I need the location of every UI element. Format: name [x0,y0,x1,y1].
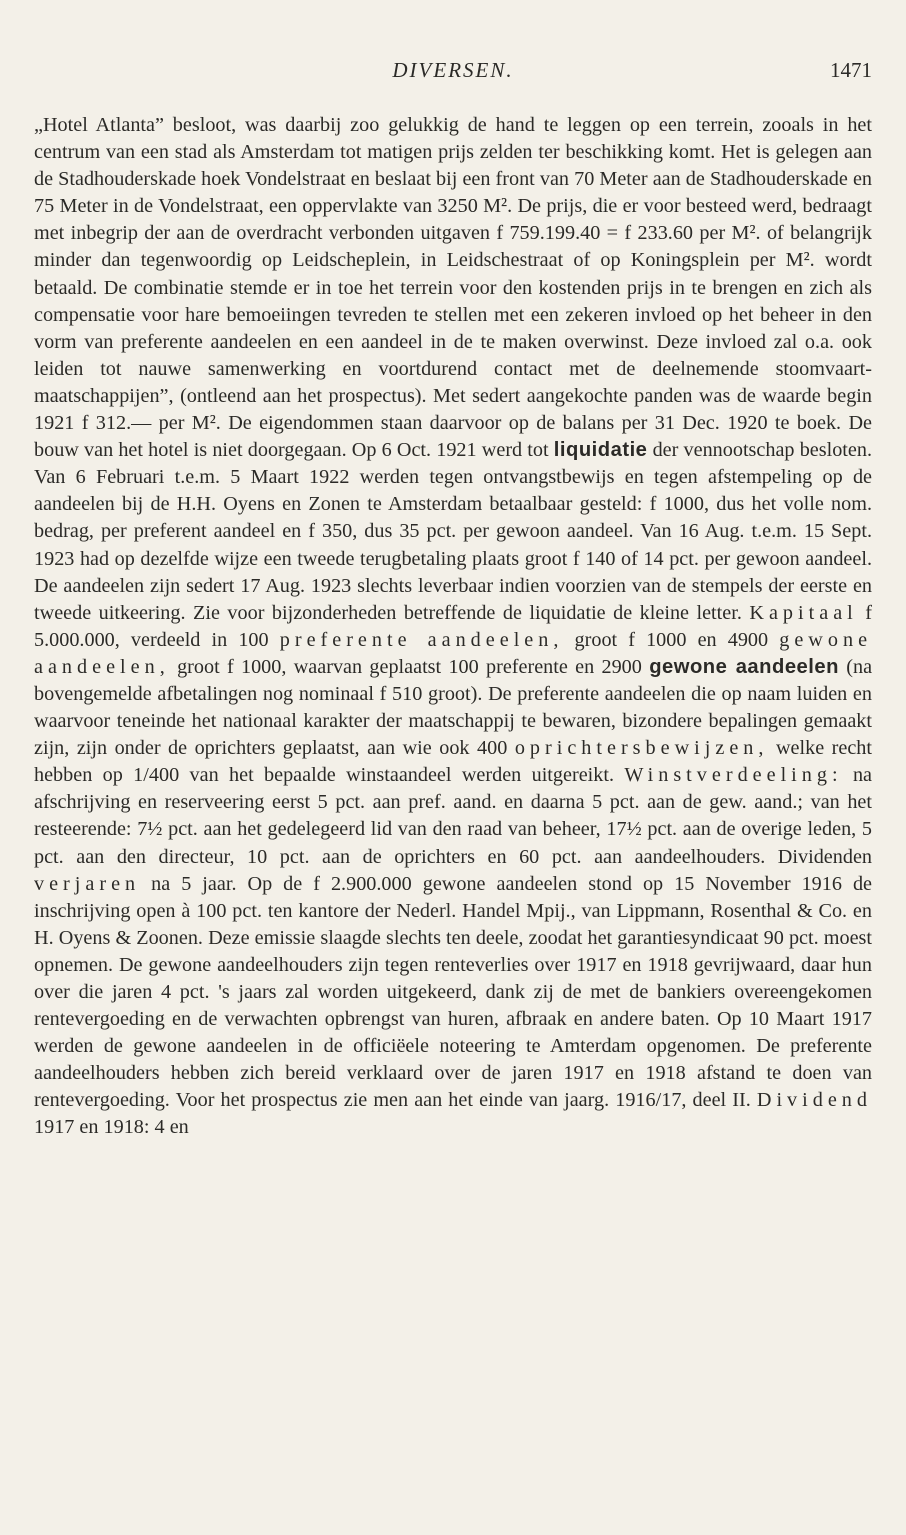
spaced-term-preferente: preferente aandeelen, [279,628,564,651]
page-header [34,52,872,86]
text-run: groot f 1000, waarvan geplaatst 100 preferente en 2900 [177,655,642,678]
page-number: 1471 [830,58,872,82]
spaced-term-verjaren: verjaren [34,872,141,895]
spaced-term-oprichtersbewijzen: oprichtersbewijzen, [514,737,769,760]
body-text [34,112,872,1142]
text-run: der vennootschap besloten. Van 6 Februari t.e.m. 5 Maart 1922 werden tegen ontvangstbewijs en tegen afstempeling op de aandeelen bij de H.H. Oyens en Zonen te Amsterdam betaalbaar gesteld: f 1000, dus het volle nom. bedrag, per preferent aandeel en f 350, dus 35 pct. per gewoon aandeel. Van 16 Aug. t.e.m. 15 Sept. 1923 had op dezelfde wijze een tweede terugbetaling plaats groot f 140 of 14 pct. per gewoon aandeel. De aandeelen zijn sedert 17 Aug. 1923 slechts leverbaar indien voorzien van de stempels der eerste en tweede uitkeering. Zie voor bijzonderheden betreffende de liquidatie de kleine letter. [34,439,873,624]
text-run: „Hotel Atlanta” besloot, was daarbij zoo gelukkig de hand te leggen op een terrein, zooals in het centrum van een stad als Amsterdam tot matigen prijs zelden ter beschikking komt. Het is gelegen aan de Stadhouderskade hoek Vondelstraat en beslaat bij een front van 70 Meter aan de Stadhouderskade en 75 Meter in de Vondelstraat, een oppervlakte van 3250 M². De prijs, die er voor besteed werd, bedraagt met inbegrip der aan de overdracht verbonden uitgaven f 759.199.40 = f 233.60 per M². of belangrijk minder dan tegenwoordig op Leidscheplein, in Leidschestraat of op Koningsplein per M². wordt betaald. De combinatie stemde er in toe het terrein voor den kostenden prijs in te brengen en zich als compensatie voor hare bemoeiingen tevreden te stellen met een zekeren invloed op het beheer in den vorm van preferente aandeelen en een aandeel in de te maken overwinst. Deze invloed zal o.a. ook leiden tot nauwe samenwerking en voortdurend contact met de deelnemende stoomvaart-maatschappijen”, (ontleend aan het prospectus). Met sedert aangekochte panden was de waarde begin 1921 f 312.— per M². De eigendommen staan daarvoor op de balans per 31 Dec. 1920 te boek. De bouw van het hotel is niet doorgegaan. Op 6 Oct. 1921 werd tot [34,114,872,462]
spaced-term-winstverdeeling: Winstverdeeling: [624,764,843,787]
keyword-gewone-aandeelen: gewone aandeelen [649,655,839,678]
text-run: groot f 1000 en 4900 [574,628,769,651]
text-run: welke recht hebben op 1/400 van het bepaalde winstaandeel werden uitgereikt. [34,737,872,787]
spaced-term-kapitaal: Kapitaal [749,601,858,624]
running-head: DIVERSEN. [392,58,514,82]
text-run: na 5 jaar. Op de f 2.900.000 gewone aandeelen stond op 15 November 1916 de inschrijving open à 100 pct. ten kantore der Nederl. Handel Mpij., van Lippmann, Rosenthal & Co. en H. Oyens & Zoonen. Deze emissie slaagde slechts ten deele, zoodat het garantiesyndicaat 90 pct. moest opnemen. De gewone aandeelhouders zijn tegen renteverlies over 1917 en 1918 gevrijwaard, daar hun over die jaren 4 pct. 's jaars zal worden uitgekeerd, dank zij de met de bankiers overeengekomen rentevergoeding en de verwachten opbrengst van huren, afbraak en andere baten. Op 10 Maart 1917 werden de gewone aandeelen in de officiëele noteering te Amterdam opgenomen. De preferente aandeelhouders hebben zich bereid verklaard over de jaren 1917 en 1918 afstand te doen van rentevergoeding. Voor het prospectus zie men aan het einde van jaarg. 1916/17, deel II. [34,872,873,1112]
text-run: f 5.000.000, verdeeld in 100 [34,601,873,651]
spaced-term-dividend: Dividend [756,1089,872,1112]
spaced-term-gewone: gewone aandeelen, [34,628,873,678]
text-run: 1917 en 1918: 4 en [34,1116,189,1139]
text-run: (na bovengemelde afbetalingen nog nominaal f 510 groot). De preferente aandeelen die op naam luiden en waarvoor teneinde het nationaal karakter der maatschappij te bewaren, bizondere bepalingen gemaakt zijn, zijn onder de oprichters geplaatst, aan wie ook 400 [34,655,873,760]
paragraph [34,112,872,1142]
text-run: na afschrijving en reserveering eerst 5 pct. aan pref. aand. en daarna 5 pct. aan de gew. aand.; van het resteerende: 7½ pct. aan het gedelegeerd lid van den raad van beheer, 17½ pct. aan de overige leden, 5 pct. aan den directeur, 10 pct. aan de oprichters en 60 pct. aan aandeelhouders. Dividenden [34,764,873,868]
keyword-liquidatie: liquidatie [553,439,648,462]
